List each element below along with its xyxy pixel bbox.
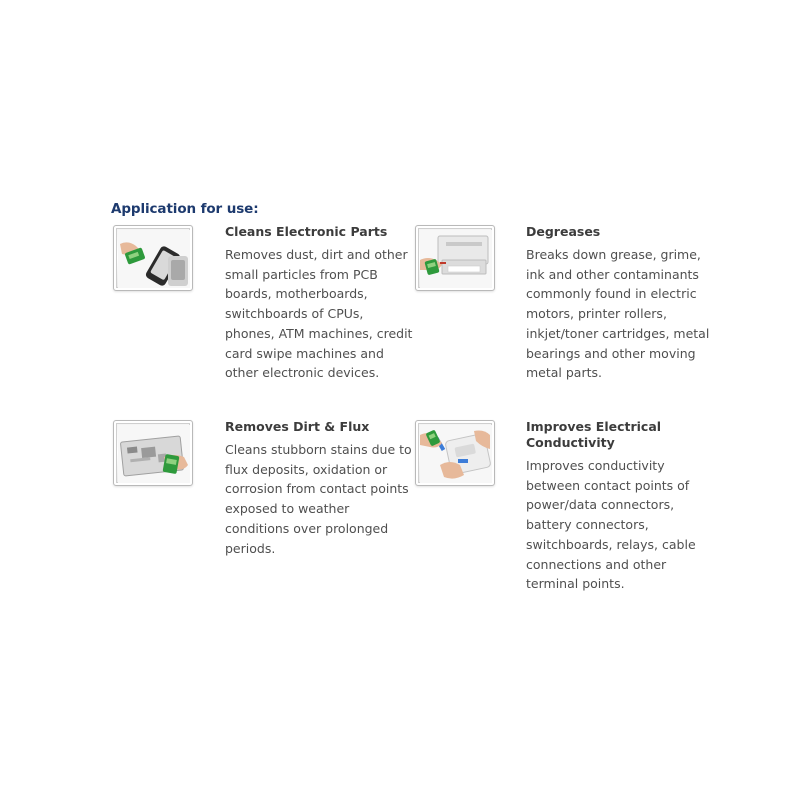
feature-description: Breaks down grease, grime, ink and other contaminants commonly found in electric motors, printer rollers, inkjet/toner cartridges, metal bearings and other moving metal parts. — [526, 247, 710, 381]
cleaning-electronics-photo-icon — [113, 225, 193, 291]
degreasing-printer-photo-icon — [415, 225, 495, 291]
feature-description: Cleans stubborn stains due to flux deposits, oxidation or corrosion from contact points exposed to weather conditions over prolonged periods. — [225, 442, 412, 556]
feature-title: Improves Electrical Conductivity — [526, 419, 662, 450]
feature-degreases — [526, 224, 716, 383]
section-title: Application for use: — [111, 201, 259, 217]
circuit-board-cleaning-photo-icon — [113, 420, 193, 486]
feature-description: Improves conductivity between contact points of power/data connectors, battery connectors, switchboards, relays, cable connections and other terminal points. — [526, 458, 696, 592]
feature-title: Removes Dirt & Flux — [225, 419, 370, 434]
feature-removes-dirt-flux — [225, 419, 415, 558]
feature-title: Cleans Electronic Parts — [225, 224, 388, 239]
feature-title: Degreases — [526, 224, 601, 239]
connector-cleaning-photo-icon — [415, 420, 495, 486]
feature-cleans-electronic-parts — [225, 224, 415, 383]
feature-improves-electrical-conductivity — [526, 419, 716, 594]
feature-description: Removes dust, dirt and other small particles from PCB boards, motherboards, switchboards of CPUs, phones, ATM machines, credit card swipe machines and other electronic devices. — [225, 247, 413, 381]
